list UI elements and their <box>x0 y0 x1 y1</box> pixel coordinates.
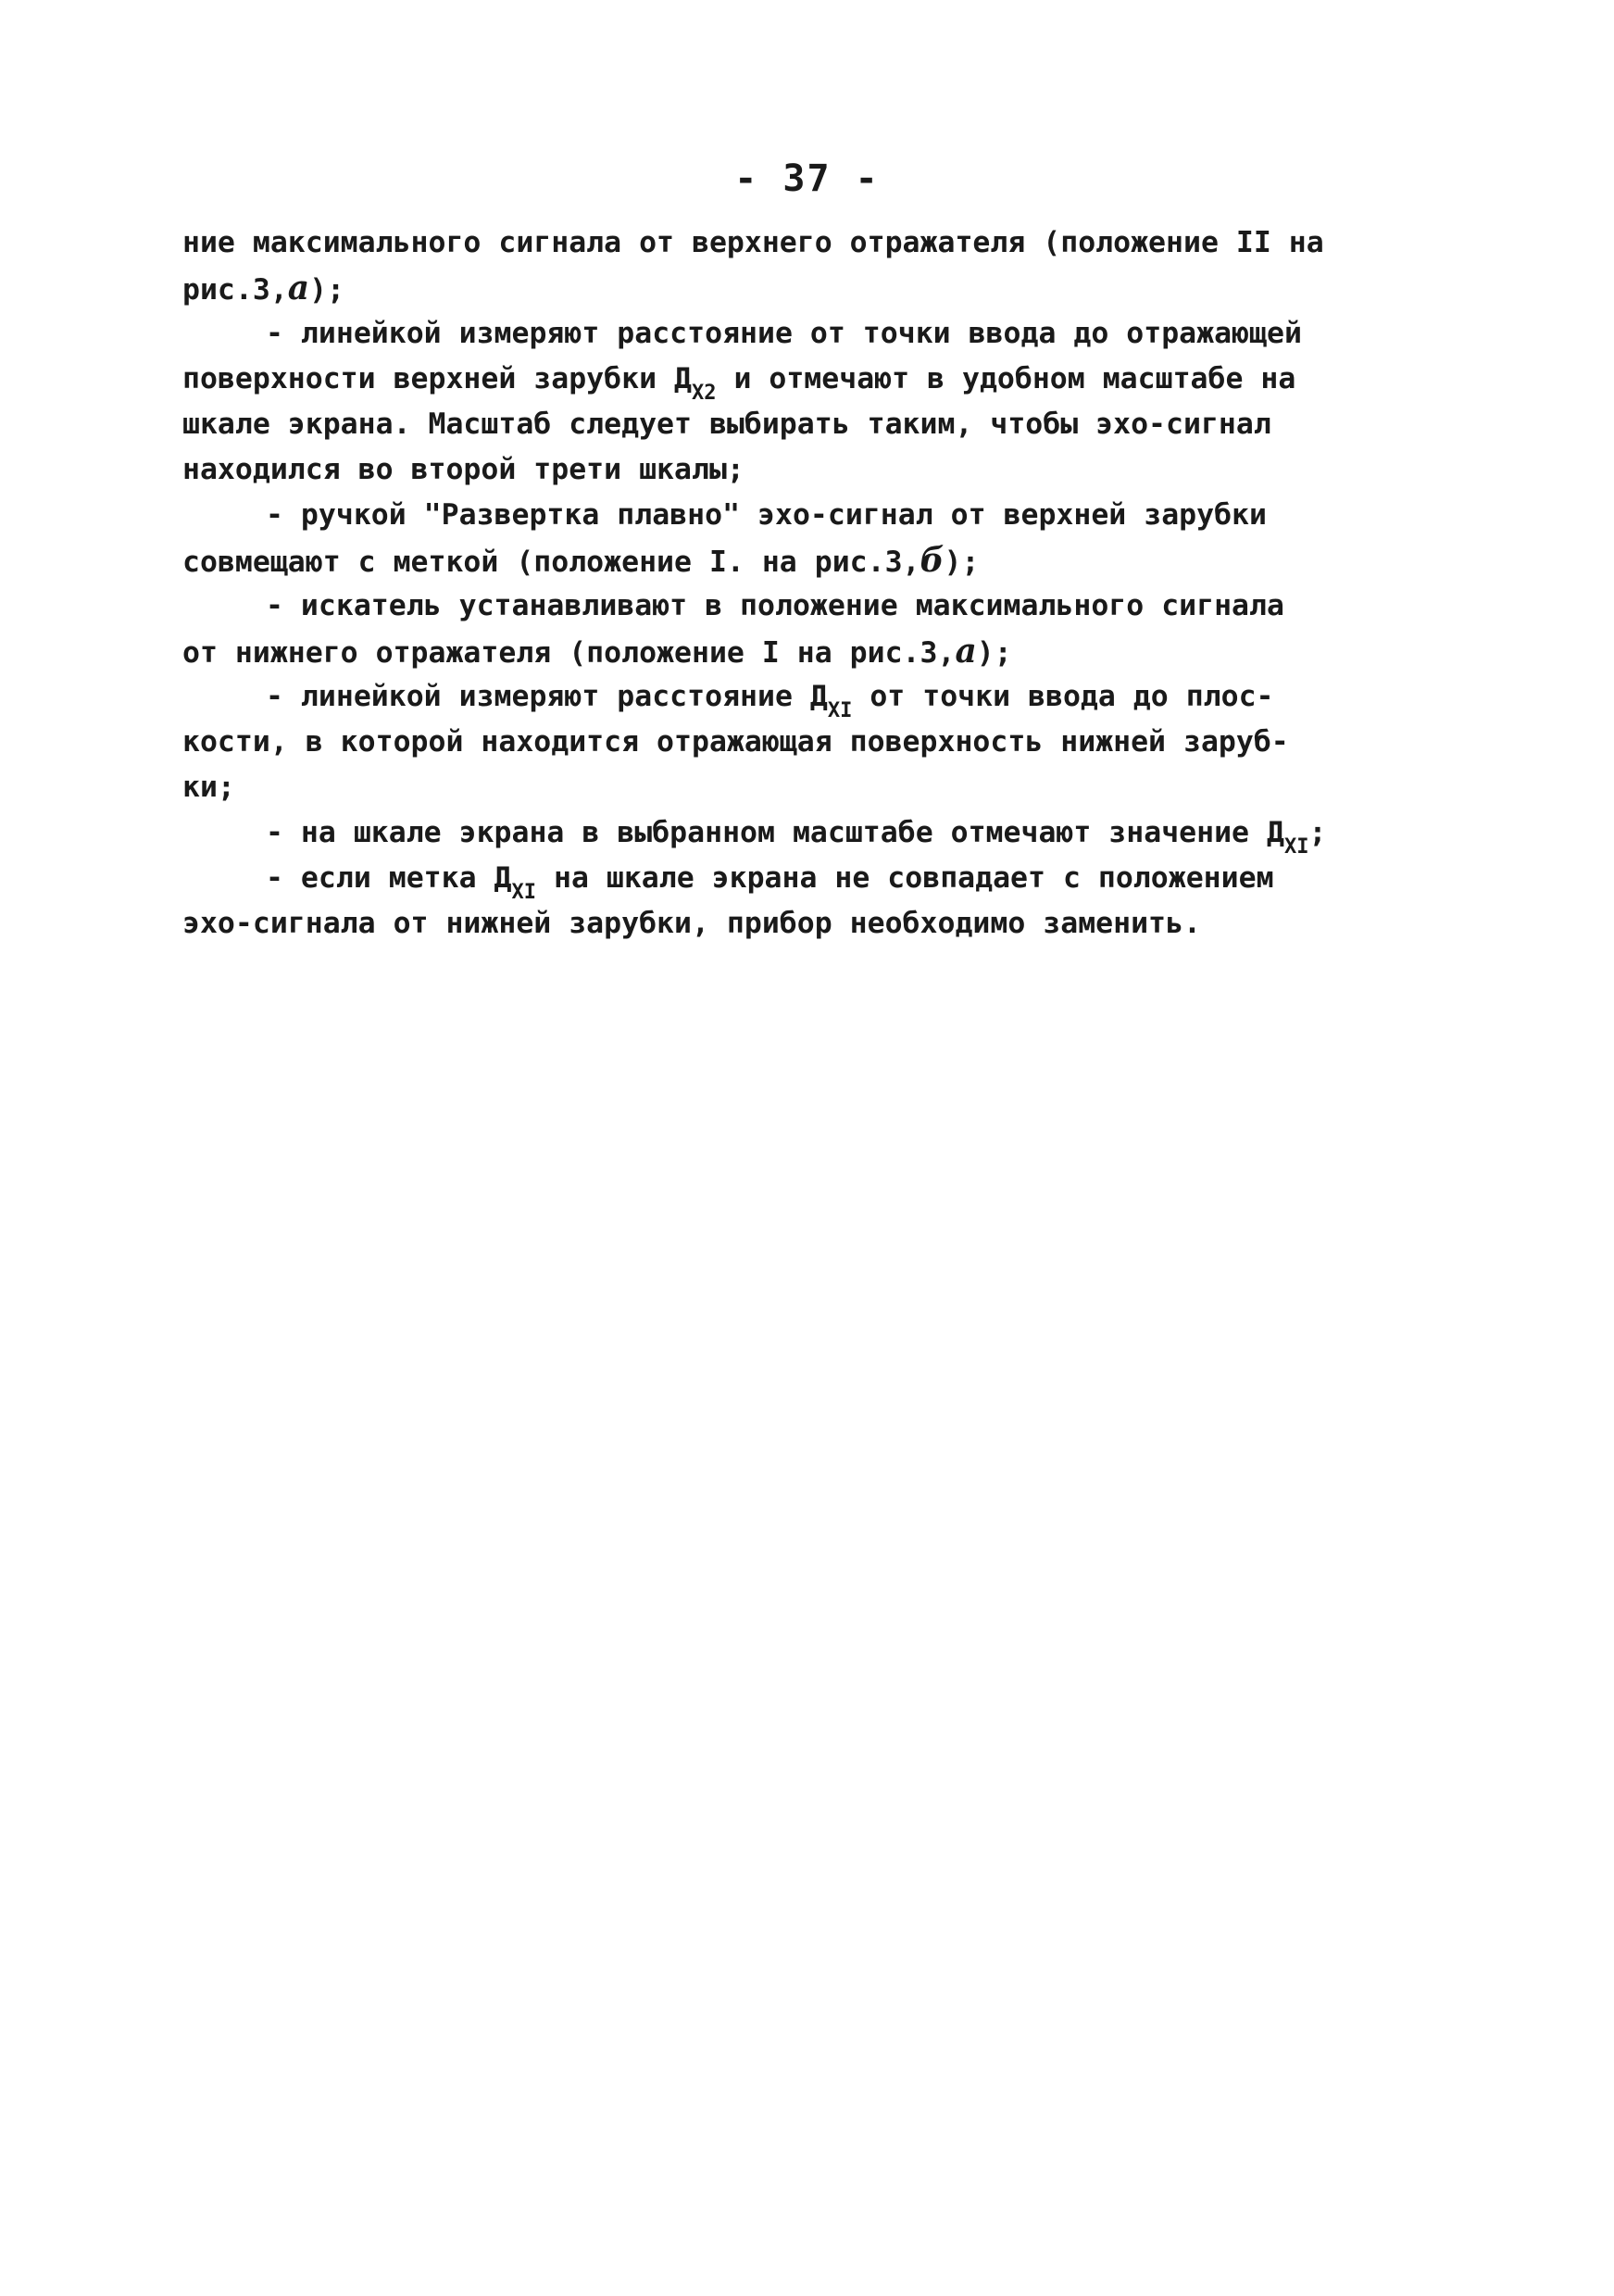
line-text: - линейкой измеряют расстояние Д <box>266 680 828 713</box>
line-text: - искатель устанавливают в положение максимального сигнала <box>266 589 1284 622</box>
subscript: XI <box>1283 835 1309 859</box>
line-text: ); <box>309 273 345 307</box>
line-text: шкале экрана. Масштаб следует выбирать таким, чтобы эхо-сигнал <box>182 408 1271 441</box>
text-line <box>182 765 1386 810</box>
line-text: - ручкой "Развертка плавно" эхо-сигнал от верхней зарубки <box>266 498 1267 532</box>
text-line <box>182 447 1386 493</box>
line-text: ); <box>944 546 980 579</box>
text-line <box>182 402 1386 447</box>
line-text: ние максимального сигнала от верхнего отражателя (положение II на <box>182 226 1324 259</box>
list-item <box>182 674 1386 720</box>
line-text: находился во второй трети шкалы; <box>182 453 744 486</box>
text-line <box>182 220 1386 266</box>
subscript: XI <box>827 699 853 722</box>
line-text: поверхности верхней зарубки Д <box>182 362 692 395</box>
line-text: совмещают с меткой (положение I. на рис.3, <box>182 546 920 579</box>
line-text: от точки ввода до плос- <box>852 680 1274 713</box>
list-item <box>182 583 1386 629</box>
text-line <box>182 266 1386 311</box>
figure-ref-letter: а <box>955 632 977 671</box>
page-number: - 37 - <box>734 157 880 200</box>
text-line <box>182 357 1386 405</box>
line-text: рис.3, <box>182 273 288 307</box>
line-text: ; <box>1308 816 1327 849</box>
line-text: кости, в которой находится отражающая поверхность нижней заруб- <box>182 725 1289 759</box>
text-line <box>182 538 1386 583</box>
list-item <box>182 856 1386 904</box>
list-item <box>182 810 1386 859</box>
text-line <box>182 901 1386 947</box>
subscript: X2 <box>691 382 717 405</box>
body-text <box>182 220 1386 947</box>
line-text: ); <box>976 636 1012 670</box>
line-text: от нижнего отражателя (положение I на рис.3, <box>182 636 956 670</box>
text-line <box>182 720 1386 765</box>
subscript: XI <box>511 881 537 904</box>
line-text: - если метка Д <box>266 861 512 895</box>
figure-ref-letter: б <box>920 541 945 580</box>
line-text: и отмечают в удобном масштабе на <box>716 362 1296 395</box>
line-text: - на шкале экрана в выбранном масштабе отмечают значение Д <box>266 816 1284 849</box>
line-text: на шкале экрана не совпадает с положением <box>536 861 1274 895</box>
list-item <box>182 493 1386 538</box>
figure-ref-letter: а <box>287 269 310 307</box>
text-line <box>182 629 1386 674</box>
line-text: ки; <box>182 771 235 804</box>
line-text: эхо-сигнала от нижней зарубки, прибор необходимо заменить. <box>182 907 1201 940</box>
list-item <box>182 311 1386 357</box>
line-text: - линейкой измеряют расстояние от точки ввода до отражающей <box>266 317 1302 350</box>
